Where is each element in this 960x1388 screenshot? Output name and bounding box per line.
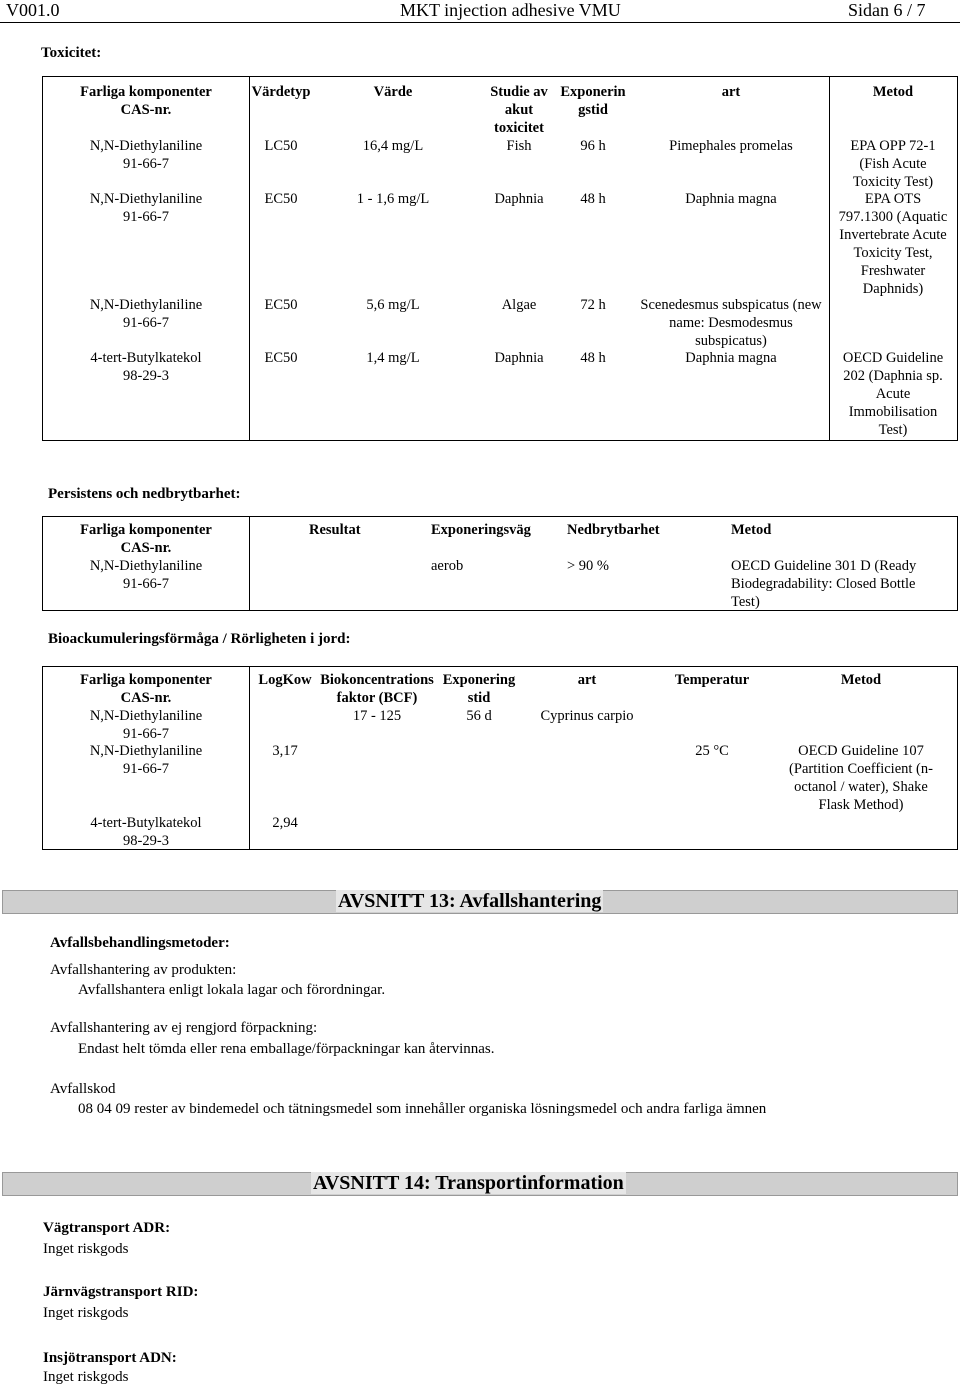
component-cas: 98-29-3: [123, 368, 169, 384]
logkow-value: 2,94: [272, 815, 298, 831]
method-line: Biodegradability: Closed Bottle: [731, 576, 916, 592]
header-divider: [0, 22, 960, 23]
product-name: MKT injection adhesive VMU: [400, 0, 621, 20]
component-cas: 98-29-3: [123, 833, 169, 849]
header-method: Metod: [872, 84, 914, 100]
component-cas: 91-66-7: [123, 156, 169, 172]
method: [731, 557, 916, 611]
value-type: EC50: [264, 191, 298, 207]
method-line: Toxicity Test): [852, 174, 934, 190]
header-species: art: [577, 672, 597, 688]
temperature: 25 °C: [695, 743, 729, 759]
value: 1 - 1,6 mg/L: [356, 191, 430, 207]
header-method: Metod: [840, 672, 882, 688]
column-divider: [249, 77, 250, 440]
component-name: N,N-Diethylaniline: [89, 558, 203, 574]
header-degradability: Nedbrytbarhet: [567, 522, 660, 538]
method-line: (Partition Coefficient (n-: [789, 761, 933, 777]
header-exposure-line: Exponerin: [560, 84, 626, 100]
species: [631, 296, 831, 350]
header-bcf-line: faktor (BCF): [336, 690, 418, 706]
method-line: 202 (Daphnia sp.: [843, 368, 943, 384]
method-line: OECD Guideline 107: [798, 743, 924, 759]
method-oecd-202: [829, 349, 957, 439]
header-bcf: [315, 671, 439, 707]
component-cas: 91-66-7: [123, 315, 169, 331]
document-version: V001.0: [6, 0, 60, 20]
study: Fish: [506, 138, 532, 154]
header-components: Farliga komponenter: [80, 522, 212, 538]
header-route: Exponeringsväg: [431, 522, 531, 538]
method-line: Invertebrate Acute: [839, 227, 947, 243]
exposure-time: 56 d: [466, 708, 492, 724]
packaging-disposal-text: Endast helt tömda eller rena emballage/förpackningar kan återvinnas.: [78, 1041, 495, 1057]
header-value: Värde: [373, 84, 413, 100]
method-line: Immobilisation: [848, 404, 938, 420]
header-method: Metod: [731, 522, 772, 538]
value: 5,6 mg/L: [366, 297, 420, 313]
method-line: OECD Guideline 301 D (Ready: [731, 558, 917, 574]
species-line: Scenedesmus subspicatus (new: [640, 297, 822, 313]
header-exposure-line: gstid: [578, 102, 608, 118]
method-line: EPA OTS: [864, 191, 922, 207]
page-number: Sidan 6 / 7: [848, 0, 926, 20]
exposure-time: 48 h: [580, 350, 606, 366]
header-cas: CAS-nr.: [120, 690, 172, 706]
exposure-route: aerob: [431, 558, 464, 574]
value: 16,4 mg/L: [362, 138, 424, 154]
header-temperature: Temperatur: [674, 672, 750, 688]
column-divider: [249, 517, 250, 610]
exposure-time: 96 h: [580, 138, 606, 154]
persistence-title: Persistens och nedbrytbarhet:: [48, 486, 241, 502]
method-epa-opp: [829, 137, 957, 191]
method-line: 797.1300 (Aquatic: [838, 209, 948, 225]
method-line: Freshwater: [860, 263, 926, 279]
value-type: EC50: [264, 297, 298, 313]
bioaccumulation-title: Bioackumuleringsförmåga / Rörligheten i jord:: [48, 631, 351, 647]
species: Daphnia magna: [685, 350, 777, 366]
product-disposal-text: Avfallshantera enligt lokala lagar och förordningar.: [78, 982, 386, 998]
packaging-disposal-label: Avfallshantering av ej rengjord förpackning:: [50, 1020, 318, 1036]
toxicity-table: [42, 76, 958, 441]
header-species: art: [721, 84, 741, 100]
adr-label: Vägtransport ADR:: [43, 1220, 171, 1236]
component-cas: 91-66-7: [123, 726, 169, 742]
component-name: N,N-Diethylaniline: [89, 297, 203, 313]
header-bcf-line: Biokoncentrations: [320, 672, 434, 688]
component-cas: 91-66-7: [123, 576, 169, 592]
component-name: N,N-Diethylaniline: [89, 191, 203, 207]
product-disposal-label: Avfallshantering av produkten:: [50, 962, 237, 978]
exposure-time: 72 h: [580, 297, 606, 313]
waste-code-label: Avfallskod: [50, 1081, 116, 1097]
header-exposure-line: stid: [467, 690, 491, 706]
logkow-value: 3,17: [272, 743, 298, 759]
species-line: name: Desmodesmus: [669, 315, 793, 331]
species: Cyprinus carpio: [540, 708, 634, 724]
header-components: Farliga komponenter: [80, 672, 212, 688]
method: [771, 742, 951, 814]
header-exposure: [553, 83, 633, 119]
study: Algae: [501, 297, 537, 313]
method-line: octanol / water), Shake: [794, 779, 928, 795]
method-line: Test): [878, 422, 908, 438]
method-epa-ots: [829, 190, 957, 298]
value: 1,4 mg/L: [366, 350, 420, 366]
component-cas: 91-66-7: [123, 209, 169, 225]
header-study-line: akut: [504, 102, 534, 118]
header-exposure-line: Exponering: [442, 672, 516, 688]
header-exposure: [439, 671, 519, 707]
section-13-title: AVSNITT 13: Avfallshantering: [338, 890, 602, 912]
method-line: Toxicity Test,: [853, 245, 933, 261]
exposure-time: 48 h: [580, 191, 606, 207]
species: Pimephales promelas: [669, 138, 793, 154]
value-type: EC50: [264, 350, 298, 366]
toxicity-title: Toxicitet:: [41, 45, 102, 61]
waste-code-text: 08 04 09 rester av bindemedel och tätningsmedel som innehåller organiska lösningsmedel och andra farliga ämnen: [78, 1101, 767, 1117]
adr-value: Inget riskgods: [43, 1241, 129, 1257]
header-logkow: LogKow: [258, 672, 312, 688]
adn-value: Inget riskgods: [43, 1369, 129, 1385]
method-line: OECD Guideline: [842, 350, 944, 366]
method-line: EPA OPP 72-1: [850, 138, 936, 154]
study: Daphnia: [494, 191, 544, 207]
header-study-line: toxicitet: [494, 120, 544, 136]
component-name: 4-tert-Butylkatekol: [90, 815, 202, 831]
component-name: N,N-Diethylaniline: [89, 743, 203, 759]
section-14-title: AVSNITT 14: Transportinformation: [313, 1172, 624, 1194]
adn-label: Insjötransport ADN:: [43, 1350, 177, 1366]
species: Daphnia magna: [685, 191, 777, 207]
header-result: Resultat: [309, 522, 361, 538]
bcf-value: 17 - 125: [352, 708, 402, 724]
value-type: LC50: [264, 138, 298, 154]
study: Daphnia: [494, 350, 544, 366]
waste-methods-label: Avfallsbehandlingsmetoder:: [50, 935, 230, 951]
component-name: N,N-Diethylaniline: [89, 138, 203, 154]
method-line: Flask Method): [818, 797, 904, 813]
component-cas: 91-66-7: [123, 761, 169, 777]
header-cas: CAS-nr.: [120, 102, 172, 118]
method-line: Test): [731, 594, 760, 610]
species-line: subspicatus): [695, 333, 767, 349]
degradability: > 90 %: [567, 558, 610, 574]
header-components: Farliga komponenter: [80, 84, 212, 100]
persistence-table: [42, 516, 958, 611]
component-name: 4-tert-Butylkatekol: [90, 350, 202, 366]
page-header: [0, 0, 960, 22]
header-value-type: Värdetyp: [251, 84, 311, 100]
rid-label: Järnvägstransport RID:: [43, 1284, 199, 1300]
header-cas: CAS-nr.: [120, 540, 172, 556]
method-line: (Fish Acute: [859, 156, 927, 172]
rid-value: Inget riskgods: [43, 1305, 129, 1321]
bioaccumulation-table: [42, 666, 958, 850]
component-name: N,N-Diethylaniline: [89, 708, 203, 724]
method-line: Daphnids): [862, 281, 924, 297]
method-line: Acute: [875, 386, 911, 402]
header-study-line: Studie av: [490, 84, 548, 100]
